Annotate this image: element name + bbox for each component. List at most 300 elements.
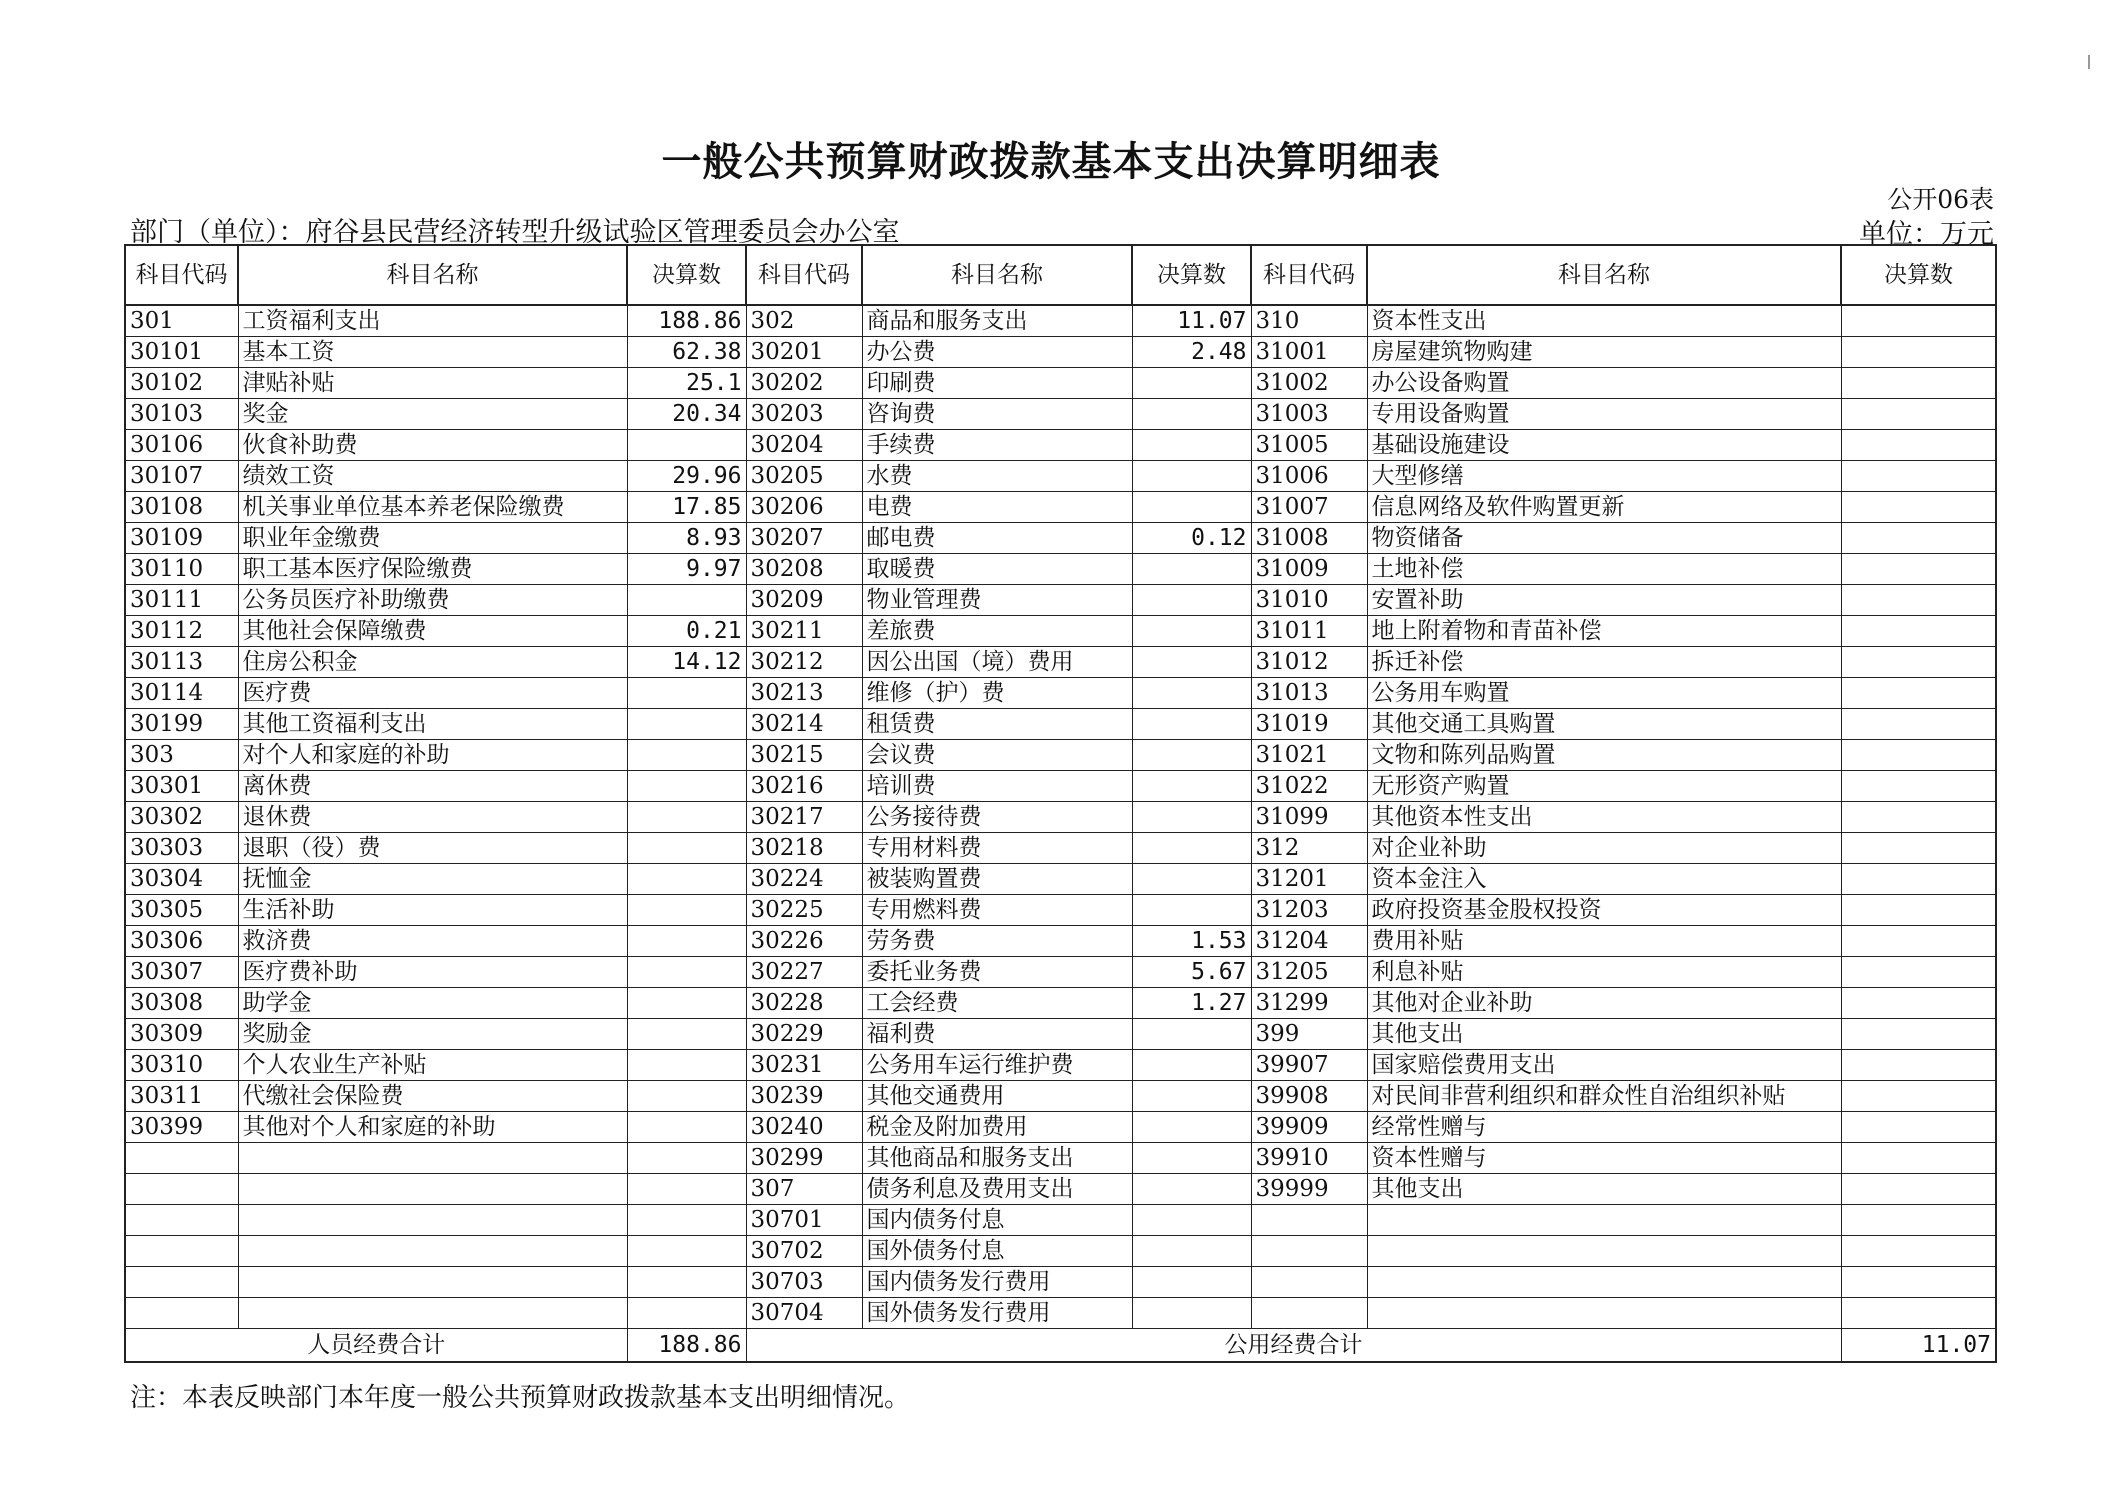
final-amount [1132, 430, 1251, 461]
subject-name: 地上附着物和青苗补偿 [1367, 616, 1841, 647]
table-row [125, 1267, 1996, 1298]
subject-name: 退休费 [238, 802, 627, 833]
final-amount [1132, 1112, 1251, 1143]
subject-code: 307 [746, 1174, 862, 1205]
final-amount [1841, 461, 1996, 492]
subject-code: 31013 [1251, 678, 1367, 709]
header-name: 科目名称 [862, 245, 1132, 305]
header-amount: 决算数 [1132, 245, 1251, 305]
subject-code: 30225 [746, 895, 862, 926]
subject-name: 国家赔偿费用支出 [1367, 1050, 1841, 1081]
subject-name: 对企业补助 [1367, 833, 1841, 864]
subject-name: 津贴补贴 [238, 368, 627, 399]
subject-code [125, 1143, 238, 1174]
subject-name: 无形资产购置 [1367, 771, 1841, 802]
public-total-label: 公用经费合计 [746, 1329, 1841, 1363]
subject-name: 办公费 [862, 337, 1132, 368]
header-name: 科目名称 [1367, 245, 1841, 305]
table-row [125, 523, 1996, 554]
subject-code: 31005 [1251, 430, 1367, 461]
final-amount [1841, 957, 1996, 988]
subject-code: 31203 [1251, 895, 1367, 926]
final-amount [1841, 771, 1996, 802]
final-amount [627, 1174, 746, 1205]
final-amount [1841, 926, 1996, 957]
subject-code: 30217 [746, 802, 862, 833]
subject-name: 国外债务付息 [862, 1236, 1132, 1267]
subject-code [125, 1205, 238, 1236]
final-amount [627, 709, 746, 740]
subject-name: 其他对企业补助 [1367, 988, 1841, 1019]
subject-code: 30216 [746, 771, 862, 802]
subject-code [1251, 1205, 1367, 1236]
subject-code: 30239 [746, 1081, 862, 1112]
personnel-total-label: 人员经费合计 [125, 1329, 627, 1363]
subject-name: 商品和服务支出 [862, 305, 1132, 337]
final-amount [1841, 430, 1996, 461]
table-row [125, 337, 1996, 368]
subject-name: 劳务费 [862, 926, 1132, 957]
subject-code: 30215 [746, 740, 862, 771]
subject-code: 30212 [746, 647, 862, 678]
subject-name: 对民间非营利组织和群众性自治组织补贴 [1367, 1081, 1841, 1112]
subject-name: 其他资本性支出 [1367, 802, 1841, 833]
form-number: 公开06表 [1887, 185, 1994, 214]
subject-name [238, 1267, 627, 1298]
subject-name: 债务利息及费用支出 [862, 1174, 1132, 1205]
final-amount [1132, 678, 1251, 709]
subject-code: 30226 [746, 926, 862, 957]
subject-name: 助学金 [238, 988, 627, 1019]
final-amount [1132, 1298, 1251, 1329]
subject-code: 30227 [746, 957, 862, 988]
table-row [125, 461, 1996, 492]
final-amount [627, 833, 746, 864]
table-row [125, 988, 1996, 1019]
subject-name: 邮电费 [862, 523, 1132, 554]
table-row [125, 1050, 1996, 1081]
subject-name: 其他社会保障缴费 [238, 616, 627, 647]
subject-code: 30205 [746, 461, 862, 492]
subject-code: 31002 [1251, 368, 1367, 399]
final-amount [1841, 1205, 1996, 1236]
final-amount [627, 1050, 746, 1081]
final-amount [627, 957, 746, 988]
subject-name: 大型修缮 [1367, 461, 1841, 492]
final-amount [1132, 1236, 1251, 1267]
subject-name: 信息网络及软件购置更新 [1367, 492, 1841, 523]
table-row [125, 1143, 1996, 1174]
final-amount [1132, 864, 1251, 895]
subject-name: 国内债务发行费用 [862, 1267, 1132, 1298]
subject-name: 救济费 [238, 926, 627, 957]
subject-name [1367, 1267, 1841, 1298]
subject-code: 30311 [125, 1081, 238, 1112]
subject-code: 30101 [125, 337, 238, 368]
subject-code: 30224 [746, 864, 862, 895]
final-amount: 8.93 [627, 523, 746, 554]
subject-code: 30111 [125, 585, 238, 616]
subject-code: 30112 [125, 616, 238, 647]
subject-code: 30204 [746, 430, 862, 461]
subject-name: 手续费 [862, 430, 1132, 461]
final-amount [1841, 1267, 1996, 1298]
subject-name: 印刷费 [862, 368, 1132, 399]
final-amount: 0.12 [1132, 523, 1251, 554]
subject-name [238, 1143, 627, 1174]
expenditure-table [124, 244, 1997, 1363]
final-amount [1132, 616, 1251, 647]
subject-code: 31010 [1251, 585, 1367, 616]
final-amount [1132, 585, 1251, 616]
scan-mark [2088, 55, 2090, 69]
final-amount [1132, 1019, 1251, 1050]
subject-code [125, 1298, 238, 1329]
subject-name: 抚恤金 [238, 864, 627, 895]
subject-name: 资本性赠与 [1367, 1143, 1841, 1174]
subject-name: 公务用车购置 [1367, 678, 1841, 709]
subject-name: 住房公积金 [238, 647, 627, 678]
subject-code: 30103 [125, 399, 238, 430]
table-row [125, 833, 1996, 864]
subject-code: 30208 [746, 554, 862, 585]
subject-code: 30203 [746, 399, 862, 430]
subject-name: 物资储备 [1367, 523, 1841, 554]
subject-name: 房屋建筑物购建 [1367, 337, 1841, 368]
subject-code: 31021 [1251, 740, 1367, 771]
subject-name: 土地补偿 [1367, 554, 1841, 585]
subject-name: 医疗费补助 [238, 957, 627, 988]
final-amount [1841, 305, 1996, 337]
final-amount [627, 1236, 746, 1267]
table-header-row [125, 245, 1996, 305]
subject-code: 39908 [1251, 1081, 1367, 1112]
final-amount [627, 895, 746, 926]
table-row [125, 802, 1996, 833]
subject-name: 税金及附加费用 [862, 1112, 1132, 1143]
subject-name [1367, 1236, 1841, 1267]
final-amount [627, 1205, 746, 1236]
subject-code: 30206 [746, 492, 862, 523]
table-row [125, 616, 1996, 647]
final-amount: 11.07 [1132, 305, 1251, 337]
final-amount [1841, 337, 1996, 368]
final-amount [1841, 740, 1996, 771]
subject-code: 30704 [746, 1298, 862, 1329]
header-amount: 决算数 [1841, 245, 1996, 305]
subject-name: 其他商品和服务支出 [862, 1143, 1132, 1174]
final-amount [1132, 771, 1251, 802]
subject-code: 30303 [125, 833, 238, 864]
final-amount [1841, 1236, 1996, 1267]
final-amount [627, 771, 746, 802]
final-amount [1841, 988, 1996, 1019]
table-row [125, 399, 1996, 430]
subject-code [125, 1174, 238, 1205]
final-amount [1132, 647, 1251, 678]
final-amount [1132, 833, 1251, 864]
subject-name: 利息补贴 [1367, 957, 1841, 988]
subject-code: 30106 [125, 430, 238, 461]
final-amount [627, 988, 746, 1019]
table-row [125, 1298, 1996, 1329]
header-code: 科目代码 [1251, 245, 1367, 305]
subject-code: 31299 [1251, 988, 1367, 1019]
final-amount [627, 1267, 746, 1298]
subject-name: 会议费 [862, 740, 1132, 771]
subject-name: 专用设备购置 [1367, 399, 1841, 430]
table-row [125, 1112, 1996, 1143]
table-row [125, 647, 1996, 678]
final-amount: 1.53 [1132, 926, 1251, 957]
subject-code: 312 [1251, 833, 1367, 864]
subject-name: 对个人和家庭的补助 [238, 740, 627, 771]
subject-name: 其他支出 [1367, 1174, 1841, 1205]
final-amount: 14.12 [627, 647, 746, 678]
final-amount [1841, 833, 1996, 864]
subject-code: 30309 [125, 1019, 238, 1050]
final-amount [1841, 368, 1996, 399]
subject-name: 其他对个人和家庭的补助 [238, 1112, 627, 1143]
final-amount [1841, 1081, 1996, 1112]
subject-name: 机关事业单位基本养老保险缴费 [238, 492, 627, 523]
final-amount [627, 585, 746, 616]
header-amount: 决算数 [627, 245, 746, 305]
final-amount [1841, 864, 1996, 895]
subject-name: 取暖费 [862, 554, 1132, 585]
final-amount: 9.97 [627, 554, 746, 585]
final-amount [1132, 740, 1251, 771]
final-amount [1132, 1050, 1251, 1081]
subject-code [1251, 1267, 1367, 1298]
subject-code: 30209 [746, 585, 862, 616]
subject-code: 30214 [746, 709, 862, 740]
final-amount [1841, 1050, 1996, 1081]
final-amount [1132, 1267, 1251, 1298]
subject-code: 31007 [1251, 492, 1367, 523]
table-row [125, 957, 1996, 988]
subject-code: 310 [1251, 305, 1367, 337]
table-row [125, 1081, 1996, 1112]
final-amount: 17.85 [627, 492, 746, 523]
final-amount [1132, 492, 1251, 523]
subject-name: 其他支出 [1367, 1019, 1841, 1050]
subject-code: 30306 [125, 926, 238, 957]
subject-code [1251, 1236, 1367, 1267]
final-amount: 188.86 [627, 305, 746, 337]
subject-code: 31204 [1251, 926, 1367, 957]
subject-name: 职工基本医疗保险缴费 [238, 554, 627, 585]
subject-code: 302 [746, 305, 862, 337]
final-amount [1841, 895, 1996, 926]
final-amount: 29.96 [627, 461, 746, 492]
subject-name: 咨询费 [862, 399, 1132, 430]
subject-name: 安置补助 [1367, 585, 1841, 616]
table-row [125, 864, 1996, 895]
subject-name: 资本性支出 [1367, 305, 1841, 337]
subject-code: 30218 [746, 833, 862, 864]
final-amount [1132, 895, 1251, 926]
subject-name: 水费 [862, 461, 1132, 492]
subject-name: 工会经费 [862, 988, 1132, 1019]
final-amount [1841, 802, 1996, 833]
table-row [125, 492, 1996, 523]
final-amount [1841, 585, 1996, 616]
subject-code: 30701 [746, 1205, 862, 1236]
final-amount [627, 740, 746, 771]
table-row [125, 709, 1996, 740]
subject-name: 基础设施建设 [1367, 430, 1841, 461]
header-code: 科目代码 [746, 245, 862, 305]
subject-name: 奖金 [238, 399, 627, 430]
final-amount [1841, 399, 1996, 430]
subject-name: 医疗费 [238, 678, 627, 709]
subject-code: 30102 [125, 368, 238, 399]
subject-code: 30703 [746, 1267, 862, 1298]
subject-name: 培训费 [862, 771, 1132, 802]
subject-name [238, 1298, 627, 1329]
personnel-total-value: 188.86 [627, 1329, 746, 1363]
subject-code: 30228 [746, 988, 862, 1019]
final-amount [627, 430, 746, 461]
final-amount [1841, 1112, 1996, 1143]
page-title: 一般公共预算财政拨款基本支出决算明细表 [661, 138, 1441, 185]
subject-code: 301 [125, 305, 238, 337]
final-amount [1841, 1298, 1996, 1329]
subject-code: 31008 [1251, 523, 1367, 554]
final-amount [1132, 1143, 1251, 1174]
final-amount [1841, 616, 1996, 647]
subject-name [1367, 1298, 1841, 1329]
subject-code: 30113 [125, 647, 238, 678]
subject-code: 30310 [125, 1050, 238, 1081]
final-amount [627, 1298, 746, 1329]
final-amount: 0.21 [627, 616, 746, 647]
final-amount [627, 678, 746, 709]
subject-name: 奖励金 [238, 1019, 627, 1050]
subject-name: 公务接待费 [862, 802, 1132, 833]
subject-name: 拆迁补偿 [1367, 647, 1841, 678]
subject-code: 39999 [1251, 1174, 1367, 1205]
subject-code: 30307 [125, 957, 238, 988]
subject-name: 个人农业生产补贴 [238, 1050, 627, 1081]
final-amount [1841, 523, 1996, 554]
final-amount: 25.1 [627, 368, 746, 399]
table-row [125, 926, 1996, 957]
subject-code: 303 [125, 740, 238, 771]
subject-name: 生活补助 [238, 895, 627, 926]
subject-code: 31019 [1251, 709, 1367, 740]
subject-code: 31001 [1251, 337, 1367, 368]
final-amount [1841, 1143, 1996, 1174]
subject-code: 39909 [1251, 1112, 1367, 1143]
subject-name: 差旅费 [862, 616, 1132, 647]
final-amount [627, 926, 746, 957]
table-row [125, 895, 1996, 926]
public-total-value: 11.07 [1841, 1329, 1996, 1363]
subject-name: 资本金注入 [1367, 864, 1841, 895]
subject-name: 政府投资基金股权投资 [1367, 895, 1841, 926]
table-row [125, 554, 1996, 585]
subject-code: 31022 [1251, 771, 1367, 802]
subject-code: 31205 [1251, 957, 1367, 988]
final-amount [627, 864, 746, 895]
subject-code: 30304 [125, 864, 238, 895]
subject-name [238, 1205, 627, 1236]
header-name: 科目名称 [238, 245, 627, 305]
subject-code: 30308 [125, 988, 238, 1019]
table-row [125, 1205, 1996, 1236]
final-amount [1841, 709, 1996, 740]
subject-name: 其他交通费用 [862, 1081, 1132, 1112]
subject-code: 31003 [1251, 399, 1367, 430]
subject-name: 文物和陈列品购置 [1367, 740, 1841, 771]
subject-name: 被装购置费 [862, 864, 1132, 895]
final-amount [1132, 399, 1251, 430]
subject-code: 31099 [1251, 802, 1367, 833]
subject-name: 国外债务发行费用 [862, 1298, 1132, 1329]
table-row [125, 305, 1996, 337]
final-amount [1841, 678, 1996, 709]
final-amount [1132, 554, 1251, 585]
subject-code: 30199 [125, 709, 238, 740]
subject-code: 30202 [746, 368, 862, 399]
subject-code: 31009 [1251, 554, 1367, 585]
subject-code: 30211 [746, 616, 862, 647]
final-amount: 2.48 [1132, 337, 1251, 368]
subject-code: 399 [1251, 1019, 1367, 1050]
subject-name [238, 1236, 627, 1267]
final-amount [1132, 1081, 1251, 1112]
final-amount [1132, 1205, 1251, 1236]
subject-code: 30207 [746, 523, 862, 554]
subject-code: 30114 [125, 678, 238, 709]
subject-code: 30399 [125, 1112, 238, 1143]
subject-code: 39910 [1251, 1143, 1367, 1174]
subject-name: 福利费 [862, 1019, 1132, 1050]
subject-name: 专用材料费 [862, 833, 1132, 864]
subject-code [125, 1267, 238, 1298]
subject-code: 31012 [1251, 647, 1367, 678]
final-amount [1841, 554, 1996, 585]
subject-code: 30229 [746, 1019, 862, 1050]
totals-row [125, 1329, 1996, 1363]
table-row [125, 1236, 1996, 1267]
final-amount [627, 1019, 746, 1050]
subject-name: 工资福利支出 [238, 305, 627, 337]
subject-name: 维修（护）费 [862, 678, 1132, 709]
subject-code: 31011 [1251, 616, 1367, 647]
subject-name: 代缴社会保险费 [238, 1081, 627, 1112]
final-amount [1132, 461, 1251, 492]
subject-code: 30110 [125, 554, 238, 585]
subject-code: 39907 [1251, 1050, 1367, 1081]
subject-name: 委托业务费 [862, 957, 1132, 988]
subject-code: 30702 [746, 1236, 862, 1267]
table-row [125, 1174, 1996, 1205]
subject-name: 经常性赠与 [1367, 1112, 1841, 1143]
subject-name: 因公出国（境）费用 [862, 647, 1132, 678]
final-amount: 62.38 [627, 337, 746, 368]
subject-code: 30305 [125, 895, 238, 926]
subject-name: 国内债务付息 [862, 1205, 1132, 1236]
final-amount [1841, 647, 1996, 678]
subject-code: 30299 [746, 1143, 862, 1174]
subject-name: 办公设备购置 [1367, 368, 1841, 399]
table-row [125, 771, 1996, 802]
subject-code [125, 1236, 238, 1267]
subject-code: 30109 [125, 523, 238, 554]
